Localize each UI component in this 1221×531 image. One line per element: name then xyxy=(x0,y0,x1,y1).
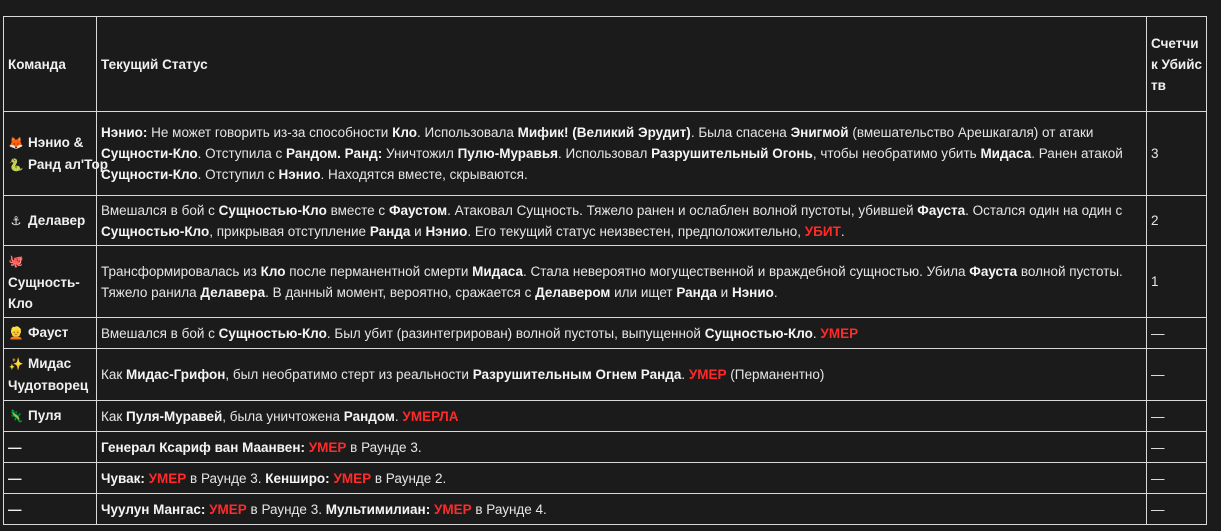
kill-counter-cell: — xyxy=(1147,349,1207,401)
entity-name: Делавером xyxy=(535,284,611,300)
team-name: — xyxy=(8,470,22,486)
team-name: Чудотворец xyxy=(8,378,89,393)
team-cell xyxy=(4,318,97,349)
team-line xyxy=(8,375,92,396)
status-cell xyxy=(97,349,1147,401)
octopus-icon: 🐙 xyxy=(8,253,24,268)
team-cell xyxy=(4,432,97,463)
team-name: Сущность- xyxy=(8,274,80,290)
death-status: УМЕР xyxy=(820,325,859,341)
entity-name: Мидаса xyxy=(472,263,523,279)
status-text: . Остался один на один с xyxy=(965,202,1123,218)
entity-name: Мультимилиан: xyxy=(325,501,431,517)
status-text: . Был убит (разинтегрирован) волной пустоты, выпущенной xyxy=(326,325,705,341)
status-text: . xyxy=(681,367,689,382)
table-row xyxy=(4,246,1207,318)
status-cell xyxy=(97,196,1147,246)
status-text: в Раунде 3. xyxy=(186,470,266,486)
team-name: — xyxy=(8,501,22,517)
status-text: Вмешался в бой с xyxy=(101,202,219,218)
entity-name: Ранд: xyxy=(344,146,383,161)
kill-counter-cell: 3 xyxy=(1147,112,1207,196)
status-text: Трансформировалась из xyxy=(101,263,261,279)
death-status: УМЕР xyxy=(333,470,372,486)
lizard-icon: 🦎 xyxy=(8,409,24,423)
status-text: вместе с xyxy=(326,202,389,218)
status-cell xyxy=(97,401,1147,432)
status-text: в Раунде 4. xyxy=(471,501,547,517)
team-name: — xyxy=(8,439,22,455)
status-text: . Отступила с xyxy=(197,146,287,161)
status-text: в Раунде 2. xyxy=(371,470,447,486)
death-status: УМЕР xyxy=(148,470,187,486)
status-cell xyxy=(97,246,1147,318)
entity-name: Разрушительный Огонь xyxy=(651,146,813,161)
status-cell xyxy=(97,318,1147,349)
entity-name: Фаустом xyxy=(388,202,448,218)
status-text: Уничтожил xyxy=(382,146,458,161)
status-text: , чтобы необратимо убить xyxy=(812,146,981,161)
status-cell xyxy=(97,463,1147,494)
status-text: . xyxy=(773,284,778,300)
status-text: и xyxy=(716,284,732,300)
entity-name: Нэнио xyxy=(731,284,774,300)
status-text: и xyxy=(410,223,426,239)
status-text: . xyxy=(394,408,403,424)
team-cell xyxy=(4,401,97,432)
status-table xyxy=(3,16,1207,525)
status-text: Не может говорить из-за способности xyxy=(147,125,393,140)
team-cell xyxy=(4,246,97,318)
entity-name: Чувак: xyxy=(101,470,145,486)
table-row xyxy=(4,494,1207,525)
entity-name: Чуулун Мангас: xyxy=(101,501,206,517)
team-name: Делавер xyxy=(28,212,86,228)
team-line xyxy=(8,132,92,154)
team-cell xyxy=(4,494,97,525)
entity-name: Кло xyxy=(392,125,417,140)
status-column-header: Текущий Статус xyxy=(97,17,1147,112)
entity-name: Энигмой xyxy=(790,125,849,140)
status-text: Вмешался в бой с xyxy=(101,325,219,341)
entity-name: Делавера xyxy=(200,284,266,300)
status-text: . Отступил с xyxy=(197,167,279,182)
kill-counter-cell: 2 xyxy=(1147,196,1207,246)
status-text: . Стала невероятно могущественной и враждебной сущностью. Убила xyxy=(522,263,970,279)
status-text: . Атаковал Сущность. Тяжело ранен и ослаблен волной пустоты, убившей xyxy=(447,202,918,218)
status-text: , была уничтожена xyxy=(222,408,344,424)
status-text: Как xyxy=(101,367,127,382)
kill-counter-cell: — xyxy=(1147,432,1207,463)
team-line xyxy=(8,353,92,375)
kill-counter-cell: 1 xyxy=(1147,246,1207,318)
entity-name: Рандом. xyxy=(286,146,341,161)
sparkle-icon: ✨ xyxy=(8,357,24,371)
snake-icon: 🐍 xyxy=(8,157,24,172)
status-text: , прикрывая отступление xyxy=(209,223,370,239)
death-status: УМЕР xyxy=(688,367,727,382)
entity-name: Нэнио: xyxy=(101,125,148,140)
entity-name: Сущностью-Кло xyxy=(704,325,813,341)
entity-name: Нэнио xyxy=(278,167,321,182)
entity-name: Фауста xyxy=(969,263,1018,279)
team-name: Кло xyxy=(8,295,33,311)
death-status: УМЕР xyxy=(433,501,472,517)
status-cell xyxy=(97,494,1147,525)
clipped-heading xyxy=(0,0,1221,12)
kill-counter-cell: — xyxy=(1147,318,1207,349)
entity-name: Мидас-Грифон xyxy=(126,367,226,382)
status-text: или ищет xyxy=(610,284,677,300)
entity-name: Мифик! (Великий Эрудит) xyxy=(517,125,691,140)
team-line xyxy=(8,154,108,176)
entity-name: Пуля-Муравей xyxy=(126,408,223,424)
kill-counter-cell: — xyxy=(1147,494,1207,525)
entity-name: Сущности-Кло xyxy=(101,167,198,182)
entity-name: Нэнио xyxy=(425,223,468,239)
team-line xyxy=(8,468,92,489)
entity-name: Разрушительным Огнем Ранда xyxy=(472,367,682,382)
team-name: Мидас xyxy=(28,356,72,371)
entity-name: Сущностью-Кло xyxy=(101,223,210,239)
status-cell xyxy=(97,432,1147,463)
entity-name: Кенширо: xyxy=(265,470,330,486)
death-status: УМЕР xyxy=(209,501,247,517)
team-line xyxy=(8,293,92,314)
table-row xyxy=(4,112,1207,196)
status-text: . Была спасена xyxy=(690,125,791,140)
team-cell xyxy=(4,463,97,494)
table-row xyxy=(4,432,1207,463)
status-text: в Раунде 3. xyxy=(346,439,422,455)
team-name: Пуля xyxy=(28,408,62,423)
table-row xyxy=(4,349,1207,401)
fox-icon: 🦊 xyxy=(8,135,24,150)
entity-name: Ранда xyxy=(676,284,717,300)
status-text: , был необратимо стерт из реальности xyxy=(225,367,473,382)
status-text: в Раунде 3. xyxy=(246,501,326,517)
status-text: . В данный момент, вероятно, сражается с xyxy=(265,284,536,300)
team-name: Нэнио & xyxy=(28,134,84,150)
header-row xyxy=(4,17,1207,112)
team-name: Ранд ал'Тор xyxy=(28,156,108,172)
status-text: волной пустоты. Тяжело ранила xyxy=(101,263,1123,300)
entity-name: Генерал Ксариф ван Маанвен: xyxy=(101,439,305,455)
team-line xyxy=(8,437,92,458)
kill-counter-cell: — xyxy=(1147,463,1207,494)
team-column-header: Команда xyxy=(4,17,97,112)
status-text: . Его текущий статус неизвестен, предположительно, xyxy=(467,223,805,239)
team-line xyxy=(8,499,92,520)
status-text: (вмешательство Арешкагаля) от атаки xyxy=(848,125,1094,140)
team-line xyxy=(8,210,92,232)
entity-name: Кло xyxy=(260,263,286,279)
status-text: . Находятся вместе, скрываются. xyxy=(320,167,528,182)
status-text: . xyxy=(840,223,845,239)
status-text: . Ранен атакой xyxy=(1031,146,1123,161)
team-line xyxy=(8,250,92,293)
entity-name: Мидаса xyxy=(980,146,1032,161)
status-text: . xyxy=(812,325,821,341)
entity-name: Сущностью-Кло xyxy=(218,202,327,218)
team-line xyxy=(8,405,92,427)
table-row xyxy=(4,196,1207,246)
death-status: УМЕРЛА xyxy=(402,408,459,424)
anchor-icon: ⚓ xyxy=(10,213,22,228)
death-status: УБИТ xyxy=(804,223,841,239)
entity-name: Сущности-Кло xyxy=(101,146,198,161)
entity-name: Сущностью-Кло xyxy=(218,325,327,341)
status-text: . Использовал xyxy=(558,146,652,161)
team-line xyxy=(8,322,92,344)
status-text: после перманентной смерти xyxy=(285,263,473,279)
entity-name: Фауста xyxy=(917,202,966,218)
status-text: . Использовала xyxy=(416,125,518,140)
entity-name: Пулю-Муравья xyxy=(457,146,559,161)
status-text: Как xyxy=(101,408,127,424)
table-row xyxy=(4,318,1207,349)
death-status: УМЕР xyxy=(308,439,347,455)
team-cell xyxy=(4,349,97,401)
kill-counter-column-header: Счетчик Убийств xyxy=(1147,17,1207,112)
table-row xyxy=(4,463,1207,494)
status-cell xyxy=(97,112,1147,196)
entity-name: Рандом xyxy=(343,408,395,424)
status-text: (Перманентно) xyxy=(726,367,825,382)
team-name: Фауст xyxy=(28,325,69,340)
person-icon: 👱 xyxy=(8,326,24,340)
entity-name: Ранда xyxy=(369,223,411,239)
kill-counter-cell: — xyxy=(1147,401,1207,432)
table-row xyxy=(4,401,1207,432)
team-cell xyxy=(4,112,108,196)
team-cell xyxy=(4,196,97,246)
